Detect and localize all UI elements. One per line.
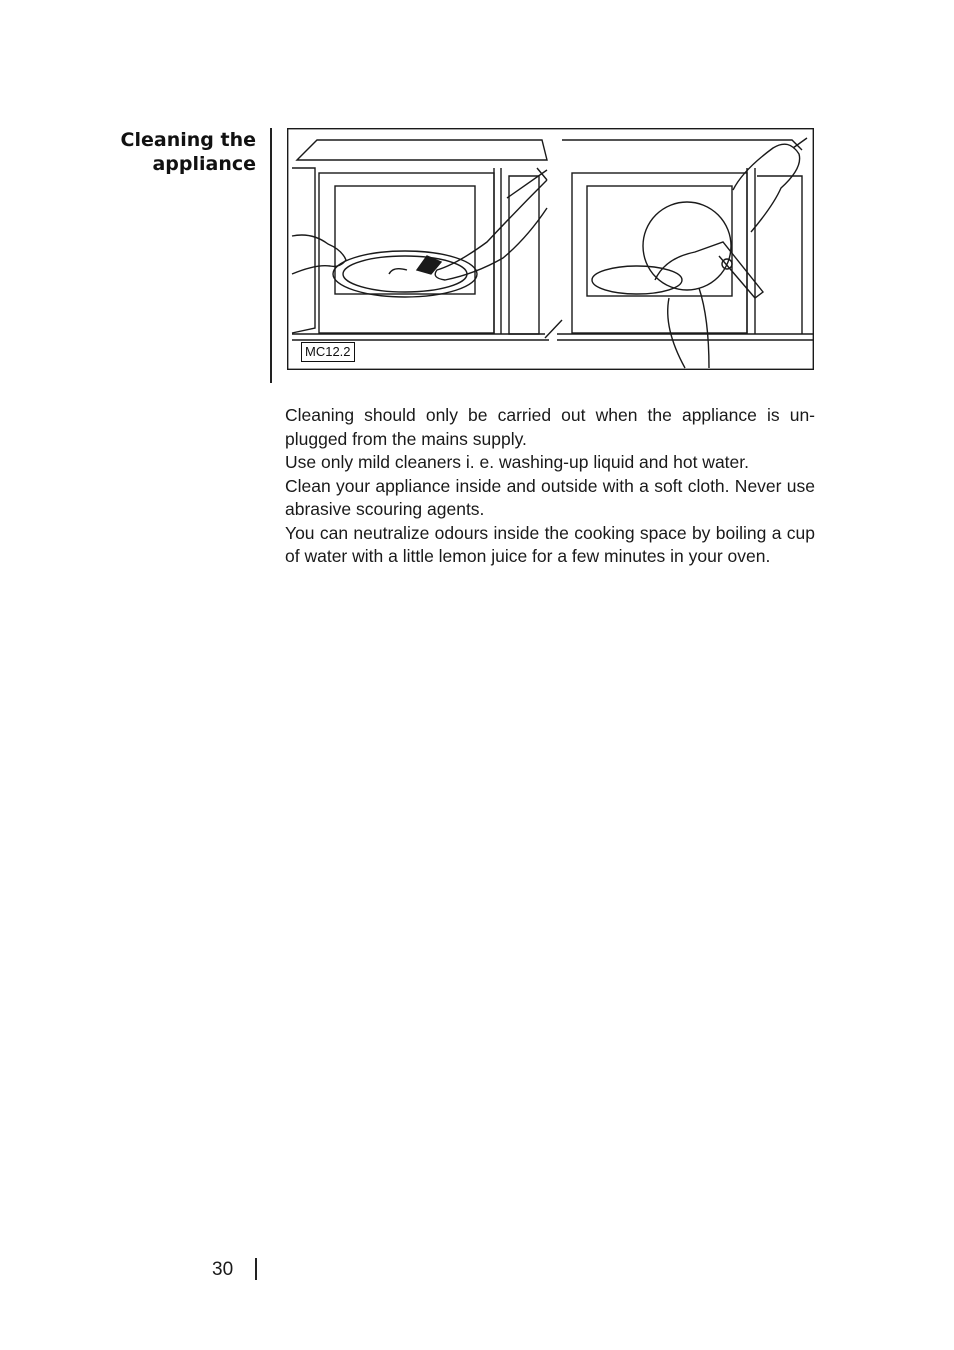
left-oven-drawing [292,140,549,340]
section-title [100,128,256,176]
margin-rule [270,128,272,383]
instruction-paragraph: Use only mild cleaners i. e. washing-up liquid and hot water. [285,452,749,472]
page-number: 30 [212,1259,234,1280]
cleaning-illustration [287,128,814,370]
cleaning-instructions [285,404,815,569]
instruction-paragraph: You can neutralize odours inside the cooking space by boiling a cup of water with a little lemon juice for a few minutes in your oven. [285,522,815,566]
figure-label: MC12.2 [301,342,355,362]
footer-rule [255,1258,257,1280]
illustration-drawing [287,128,814,370]
right-oven-drawing [545,138,813,368]
instruction-paragraph: Clean your appliance inside and outside with a soft cloth. Never use abrasive scouring agents. [285,475,815,519]
section-title-line-2: appliance [152,153,256,175]
section-title-line-1: Cleaning the [120,129,256,151]
instruction-paragraph: Cleaning should only be carried out when the appliance is un-plugged from the mains supply. [285,405,815,449]
